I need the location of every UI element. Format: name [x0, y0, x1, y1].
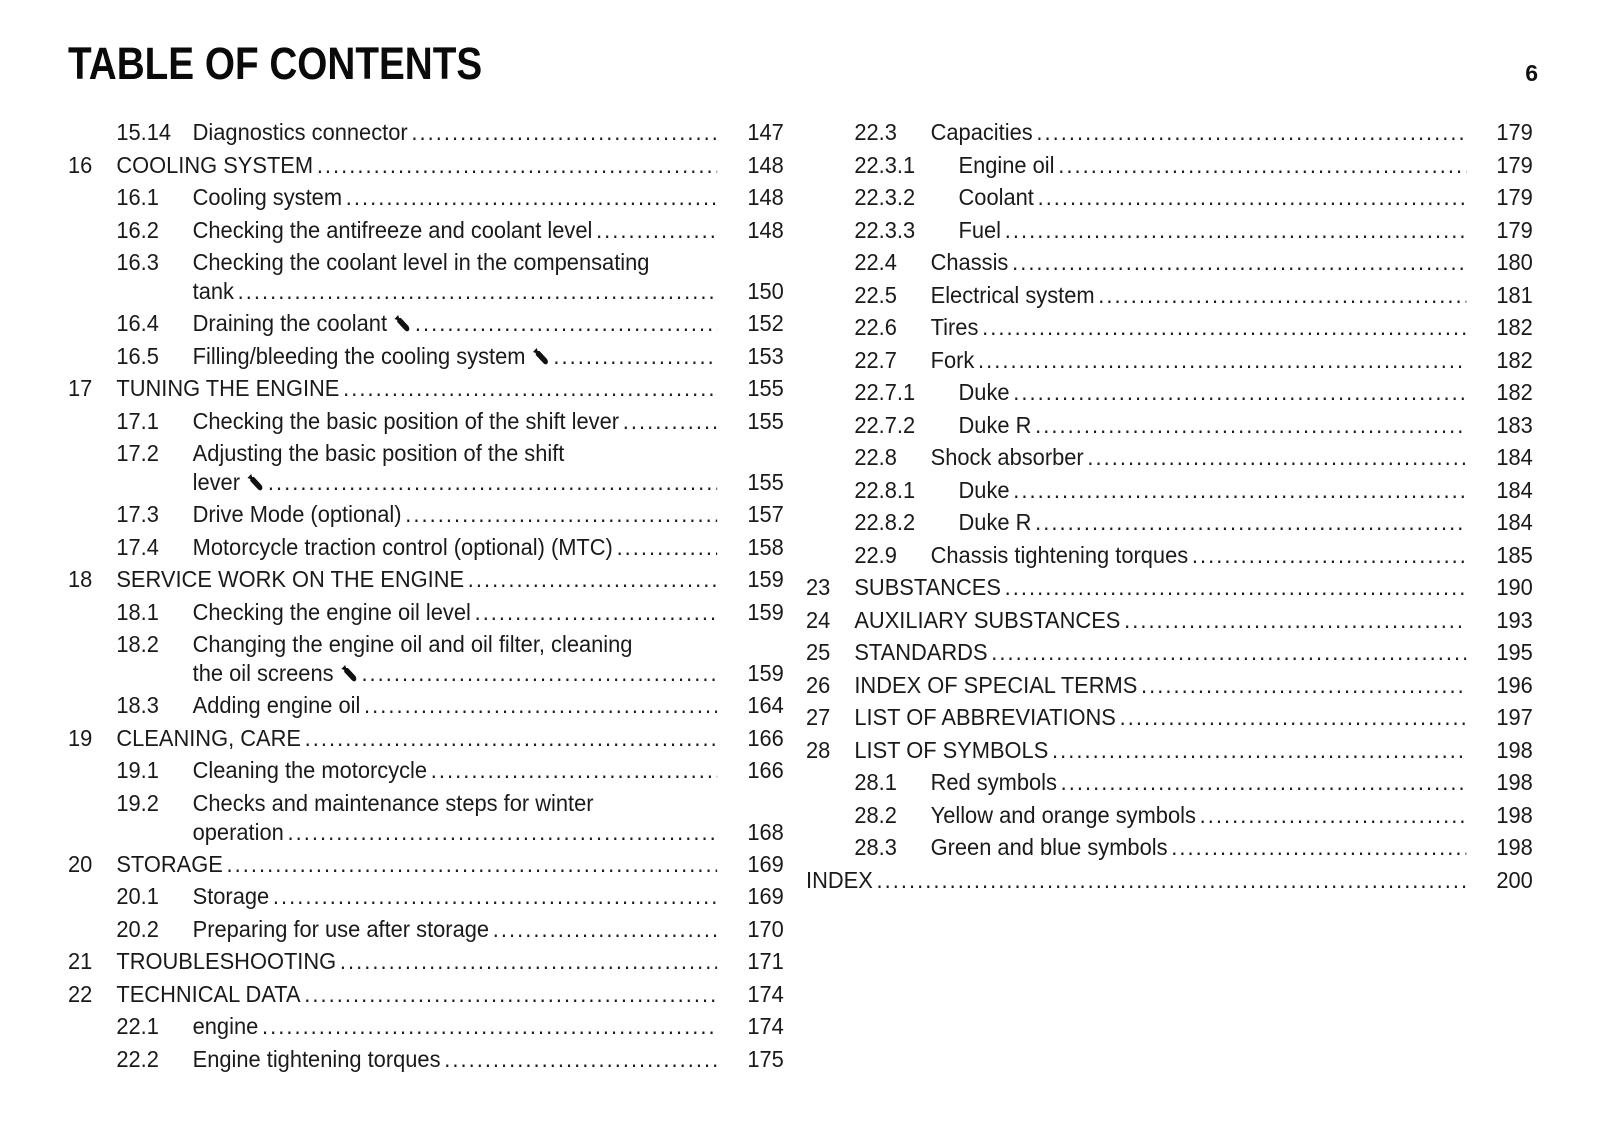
- toc-entry[interactable]: [806, 311, 1533, 344]
- dot-leader: [346, 181, 717, 214]
- toc-entry-title: Engine tightening torques: [192, 1045, 441, 1072]
- toc-entry-page: 193: [1496, 606, 1533, 633]
- toc-entry[interactable]: [806, 701, 1533, 734]
- dot-leader: [1200, 799, 1466, 832]
- toc-entry-number: 22.3.1: [854, 151, 916, 178]
- dot-leader: [405, 498, 717, 531]
- toc-entry-number: 15.14: [116, 119, 172, 145]
- toc-entry-number: 17: [68, 375, 93, 401]
- toc-entry[interactable]: [68, 628, 784, 689]
- toc-entry[interactable]: [68, 531, 784, 564]
- toc-entry[interactable]: [68, 787, 784, 848]
- toc-entry-number: 22: [68, 980, 93, 1007]
- toc-entry[interactable]: [68, 945, 784, 978]
- toc-entry-title: Preparing for use after storage: [192, 915, 490, 942]
- dot-leader: [444, 1043, 717, 1076]
- toc-entry-number: 22.2: [116, 1045, 159, 1072]
- dot-leader: [596, 214, 717, 247]
- toc-entry-page: 148: [747, 184, 784, 210]
- toc-entry-page: 148: [747, 151, 784, 178]
- toc-entry-page: 157: [747, 501, 784, 527]
- dot-leader: [877, 864, 1466, 897]
- dot-leader: [1171, 831, 1466, 864]
- toc-entry-number: 22.3.3: [854, 216, 916, 243]
- toc-entry[interactable]: [806, 766, 1533, 799]
- dot-leader: [317, 149, 717, 182]
- toc-entry-title: STORAGE: [116, 850, 223, 877]
- dot-leader: [1058, 149, 1466, 182]
- toc-entry[interactable]: [806, 149, 1533, 182]
- toc-entry[interactable]: [68, 1043, 784, 1076]
- toc-entry-number: 17.4: [116, 533, 159, 560]
- toc-entry-page: 196: [1496, 671, 1533, 698]
- toc-entry[interactable]: [68, 978, 784, 1011]
- dot-leader: [1013, 474, 1466, 507]
- toc-entry-number: 22.6: [854, 314, 897, 340]
- toc-entry-number: 21: [68, 948, 93, 974]
- toc-entry-page: 179: [1496, 119, 1533, 145]
- toc-entry-number: 19.1: [116, 757, 159, 783]
- toc-entry-title: Duke: [958, 476, 1010, 503]
- toc-entry-page: 175: [747, 1045, 784, 1072]
- toc-entry-page: 159: [747, 660, 784, 686]
- dot-leader: [493, 913, 717, 946]
- toc-entry-title: SERVICE WORK ON THE ENGINE: [116, 566, 465, 592]
- toc-entry-title: Yellow and orange symbols: [930, 801, 1196, 828]
- toc-entry-number: 22.7.1: [854, 379, 916, 405]
- toc-entry-title: operation: [192, 818, 284, 845]
- toc-entry[interactable]: [68, 116, 784, 149]
- toc-entry[interactable]: [68, 563, 784, 596]
- toc-entry-page: 159: [747, 598, 784, 625]
- toc-entry-number: 18: [68, 566, 93, 592]
- toc-entry-title: Capacities: [930, 119, 1033, 145]
- toc-entry-number: 26: [806, 671, 831, 698]
- toc-entry-page: 179: [1496, 184, 1533, 210]
- toc-entry[interactable]: [68, 149, 784, 182]
- toc-entry[interactable]: [806, 864, 1533, 897]
- dot-leader: [262, 1010, 717, 1043]
- toc-entry-page: 171: [747, 948, 784, 974]
- dot-leader: [1098, 279, 1466, 312]
- toc-entry-title: STANDARDS: [854, 639, 988, 665]
- toc-entry-page: 174: [747, 980, 784, 1007]
- toc-entry-title: Shock absorber: [930, 444, 1084, 470]
- toc-entry-page: 198: [1496, 801, 1533, 828]
- toc-entry-number: 16.5: [116, 342, 159, 369]
- dot-leader: [1052, 734, 1466, 767]
- toc-entry-title: Chassis: [930, 249, 1009, 275]
- toc-entry-number: 20.2: [116, 915, 159, 942]
- wrench-icon: [246, 472, 265, 492]
- dot-leader: [1013, 376, 1466, 409]
- toc-entry-number: 20.1: [116, 883, 159, 909]
- dot-leader: [1141, 669, 1466, 702]
- toc-entry-number: 27: [806, 704, 831, 730]
- toc-entry[interactable]: [806, 181, 1533, 214]
- toc-entry[interactable]: [68, 181, 784, 214]
- toc-entry-page: 150: [747, 278, 784, 304]
- toc-entry-title: Draining the coolant: [192, 310, 388, 336]
- dot-leader: [1061, 766, 1466, 799]
- toc-entry-title: Filling/bleeding the cooling system: [192, 342, 526, 369]
- wrench-icon: [531, 346, 550, 366]
- toc-entry-number: 22.1: [116, 1013, 159, 1039]
- toc-entry-number: 22.4: [854, 249, 897, 275]
- dot-leader: [978, 344, 1466, 377]
- toc-entry[interactable]: [806, 279, 1533, 312]
- dot-leader: [1005, 571, 1466, 604]
- toc-entry-title: tank: [192, 278, 234, 304]
- dot-leader: [553, 340, 716, 373]
- toc-entry-page: 185: [1496, 541, 1533, 568]
- dot-leader: [1120, 701, 1466, 734]
- dot-leader: [1124, 604, 1466, 637]
- dot-leader: [343, 372, 717, 405]
- toc-entry-title: Engine oil: [958, 151, 1055, 178]
- toc-entry[interactable]: [806, 636, 1533, 669]
- dot-leader: [273, 880, 717, 913]
- toc-entry[interactable]: [68, 246, 784, 307]
- toc-entry-title: Adding engine oil: [192, 692, 361, 718]
- toc-entry-page: 182: [1496, 346, 1533, 373]
- toc-entry-title: TECHNICAL DATA: [116, 980, 301, 1007]
- toc-entry-page: 164: [747, 692, 784, 718]
- toc-entry-title-line1: Checks and maintenance steps for winter: [192, 789, 594, 816]
- toc-entry-page: 195: [1496, 639, 1533, 665]
- toc-entry-page: 181: [1496, 281, 1533, 308]
- toc-entry[interactable]: [68, 848, 784, 881]
- toc-entry-title: LIST OF SYMBOLS: [854, 736, 1049, 763]
- toc-entry-number: 28.2: [854, 801, 897, 828]
- toc-entry-page: 155: [747, 407, 784, 434]
- toc-entry-page: 184: [1496, 509, 1533, 535]
- dot-leader: [364, 689, 717, 722]
- toc-entry-number: 22.3: [854, 119, 897, 145]
- toc-entry-number: 22.7.2: [854, 411, 916, 438]
- dot-leader: [1035, 506, 1466, 539]
- toc-entry-number: 17.3: [116, 501, 159, 527]
- dot-leader: [991, 636, 1466, 669]
- toc-entry[interactable]: [806, 116, 1533, 149]
- toc-entry-number: 23: [806, 574, 831, 600]
- toc-entry-page: 168: [747, 818, 784, 845]
- toc-entry-page: 169: [747, 883, 784, 909]
- toc-entry-number: 16.3: [116, 249, 159, 275]
- toc-entry-number: 17.1: [116, 407, 159, 434]
- page-number: 6: [1525, 60, 1538, 86]
- dot-leader: [227, 848, 717, 881]
- toc-entry-title-line1: Adjusting the basic position of the shift: [192, 440, 565, 466]
- toc-entry-page: 179: [1496, 216, 1533, 243]
- toc-left-column: [68, 116, 784, 1075]
- toc-entry[interactable]: [806, 669, 1533, 702]
- toc-entry-number: 16.1: [116, 184, 159, 210]
- toc-entry[interactable]: [806, 831, 1533, 864]
- dot-leader: [475, 596, 717, 629]
- toc-entry[interactable]: [806, 409, 1533, 442]
- toc-entry-title: Fuel: [958, 216, 1002, 243]
- toc-entry-number: 28.1: [854, 769, 897, 795]
- toc-entry-number: 16.2: [116, 216, 159, 243]
- toc-entry-title: Diagnostics connector: [192, 119, 408, 145]
- dot-leader: [617, 531, 717, 564]
- dot-leader: [340, 945, 717, 978]
- wrench-icon: [393, 313, 412, 333]
- toc-entry-number: 25: [806, 639, 831, 665]
- toc-entry-page: 159: [747, 566, 784, 592]
- toc-entry-title: Storage: [192, 883, 270, 909]
- toc-entry[interactable]: [806, 441, 1533, 474]
- toc-entry-page: 179: [1496, 151, 1533, 178]
- toc-entry-number: 20: [68, 850, 93, 877]
- toc-entry-page: 197: [1496, 704, 1533, 730]
- dot-leader: [1012, 246, 1466, 279]
- toc-entry-title: engine: [192, 1013, 259, 1039]
- toc-entry-number: 28: [806, 736, 831, 763]
- dot-leader: [431, 754, 717, 787]
- toc-entry-title: LIST OF ABBREVIATIONS: [854, 704, 1116, 730]
- toc-entry[interactable]: [68, 498, 784, 531]
- toc-entry[interactable]: [806, 571, 1533, 604]
- dot-leader: [411, 116, 716, 149]
- toc-entry[interactable]: [806, 474, 1533, 507]
- toc-entry-number: 22.8.1: [854, 476, 916, 503]
- toc-entry-title: Cooling system: [192, 184, 343, 210]
- toc-entry-title: Duke R: [958, 411, 1032, 438]
- toc-entry-title: Coolant: [958, 184, 1034, 210]
- dot-leader: [1036, 116, 1465, 149]
- dot-leader: [1038, 181, 1466, 214]
- toc-entry-number: 19.2: [116, 789, 159, 816]
- toc-entry-page: 152: [747, 310, 784, 336]
- toc-entry-title: Red symbols: [930, 769, 1057, 795]
- dot-leader: [1005, 214, 1466, 247]
- toc-entry-number: 22.5: [854, 281, 897, 308]
- toc-entry-title: INDEX: [806, 866, 873, 893]
- toc-entry[interactable]: [68, 913, 784, 946]
- toc-entry-title: the oil screens: [192, 660, 334, 686]
- toc-entry-title: Checking the basic position of the shift lever: [192, 407, 620, 434]
- toc-entry[interactable]: [68, 689, 784, 722]
- toc-entry[interactable]: [68, 596, 784, 629]
- dot-leader: [468, 563, 717, 596]
- toc-entry-number: 19: [68, 724, 93, 751]
- toc-entry-number: 16.4: [116, 310, 159, 336]
- dot-leader: [287, 816, 716, 849]
- toc-entry[interactable]: [806, 734, 1533, 767]
- toc-entry[interactable]: [806, 344, 1533, 377]
- toc-entry[interactable]: [806, 506, 1533, 539]
- toc-entry-title: AUXILIARY SUBSTANCES: [854, 606, 1121, 633]
- toc-entry-page: 198: [1496, 834, 1533, 860]
- toc-entry-title: Drive Mode (optional): [192, 501, 402, 527]
- toc-entry-page: 182: [1496, 379, 1533, 405]
- toc-entry-number: 17.2: [116, 440, 159, 466]
- toc-entry-title: Duke: [958, 379, 1010, 405]
- toc-entry-page: 169: [747, 850, 784, 877]
- toc-entry-title: Electrical system: [930, 281, 1095, 308]
- dot-leader: [305, 722, 717, 755]
- toc-entry-page: 184: [1496, 476, 1533, 503]
- toc-entry-title: COOLING SYSTEM: [116, 151, 314, 178]
- toc-entry[interactable]: [806, 539, 1533, 572]
- toc-entry-title: Tires: [930, 314, 979, 340]
- toc-entry-number: 22.7: [854, 346, 897, 373]
- toc-entry-title: lever: [192, 469, 240, 495]
- toc-entry-page: 200: [1496, 866, 1533, 893]
- toc-entry[interactable]: [806, 799, 1533, 832]
- toc-entry[interactable]: [68, 754, 784, 787]
- toc-entry-page: 166: [747, 757, 784, 783]
- dot-leader: [415, 307, 717, 340]
- toc-entry-page: 158: [747, 533, 784, 560]
- toc-entry[interactable]: [68, 307, 784, 340]
- toc-entry-number: 24: [806, 606, 831, 633]
- toc-entry-page: 190: [1496, 574, 1533, 600]
- toc-entry-page: 182: [1496, 314, 1533, 340]
- toc-entry-title: Checking the engine oil level: [192, 598, 471, 625]
- toc-entry-title: CLEANING, CARE: [116, 724, 301, 751]
- toc-entry-title: Duke R: [958, 509, 1032, 535]
- toc-entry[interactable]: [68, 372, 784, 405]
- toc-entry-number: 16: [68, 151, 93, 178]
- toc-entry-page: 155: [747, 375, 784, 401]
- toc-entry-title: TROUBLESHOOTING: [116, 948, 337, 974]
- toc-entry-page: 198: [1496, 736, 1533, 763]
- toc-entry-title: Chassis tightening torques: [930, 541, 1189, 568]
- toc-entry[interactable]: [68, 214, 784, 247]
- toc-entry[interactable]: [68, 722, 784, 755]
- toc-entry-number: 22.8: [854, 444, 897, 470]
- toc-entry-title: Green and blue symbols: [930, 834, 1168, 860]
- toc-entry-page: 166: [747, 724, 784, 751]
- toc-entry[interactable]: [806, 214, 1533, 247]
- toc-entry-title-line1: Checking the coolant level in the compensating: [192, 249, 650, 275]
- toc-entry-page: 153: [747, 342, 784, 369]
- toc-entry[interactable]: [68, 880, 784, 913]
- toc-entry-title: INDEX OF SPECIAL TERMS: [854, 671, 1138, 698]
- dot-leader: [238, 275, 717, 308]
- dot-leader: [1035, 409, 1466, 442]
- page-title: TABLE OF CONTENTS: [68, 38, 483, 89]
- toc-entry-page: 147: [747, 119, 784, 145]
- toc-entry-page: 183: [1496, 411, 1533, 438]
- wrench-icon: [339, 663, 358, 683]
- toc-entry-title: Motorcycle traction control (optional) (MTC): [192, 533, 613, 560]
- toc-entry-page: 174: [747, 1013, 784, 1039]
- toc-entry-title-line1: Changing the engine oil and oil filter, cleaning: [192, 631, 633, 657]
- dot-leader: [982, 311, 1466, 344]
- toc-entry[interactable]: [806, 604, 1533, 637]
- toc-entry-number: 22.3.2: [854, 184, 916, 210]
- toc-entry-page: 198: [1496, 769, 1533, 795]
- dot-leader: [361, 657, 716, 690]
- dot-leader: [1087, 441, 1465, 474]
- dot-leader: [268, 466, 717, 499]
- toc-entry-number: 22.9: [854, 541, 897, 568]
- toc-entry-number: 18.2: [116, 631, 159, 657]
- toc-entry[interactable]: [68, 340, 784, 373]
- toc-entry-number: 18.3: [116, 692, 159, 718]
- dot-leader: [1192, 539, 1466, 572]
- toc-entry-title: TUNING THE ENGINE: [116, 375, 340, 401]
- toc-entry-page: 184: [1496, 444, 1533, 470]
- dot-leader: [304, 978, 717, 1011]
- toc-entry-number: 18.1: [116, 598, 159, 625]
- toc-entry[interactable]: [806, 246, 1533, 279]
- toc-entry-page: 180: [1496, 249, 1533, 275]
- toc-entry-title: Fork: [930, 346, 975, 373]
- dot-leader: [623, 405, 717, 438]
- toc-right-column: [806, 116, 1533, 896]
- toc-entry-title: Cleaning the motorcycle: [192, 757, 428, 783]
- toc-entry-page: 155: [747, 469, 784, 495]
- toc-entry-number: 28.3: [854, 834, 897, 860]
- toc-entry[interactable]: [68, 1010, 784, 1043]
- toc-entry-number: 22.8.2: [854, 509, 916, 535]
- toc-entry[interactable]: [806, 376, 1533, 409]
- toc-entry[interactable]: [68, 405, 784, 438]
- toc-entry-page: 170: [747, 915, 784, 942]
- toc-entry-title: SUBSTANCES: [854, 574, 1001, 600]
- toc-entry-page: 148: [747, 216, 784, 243]
- toc-entry[interactable]: [68, 437, 784, 498]
- toc-entry-title: Checking the antifreeze and coolant level: [192, 216, 593, 243]
